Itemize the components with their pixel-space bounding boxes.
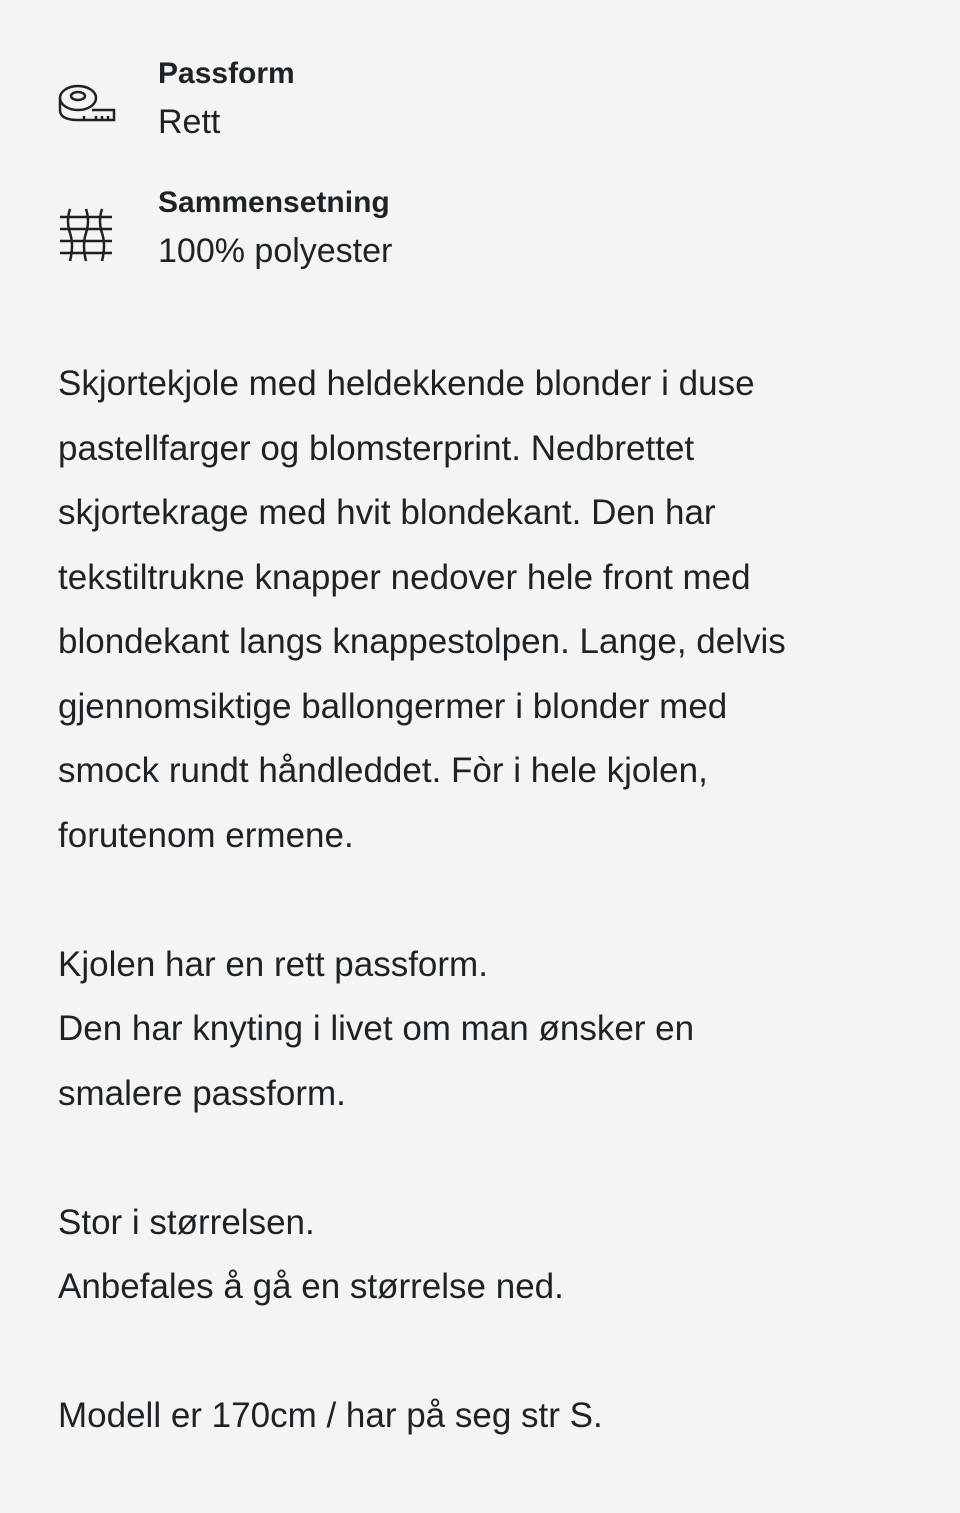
fabric-weave-icon	[56, 205, 116, 265]
description-line: blondekant langs knappestolpen. Lange, delvis	[58, 622, 786, 661]
description-paragraph	[58, 352, 938, 868]
attribute-value: Rett	[158, 103, 221, 141]
description-line: tekstiltrukne knapper nedover hele front med	[58, 557, 751, 597]
description-line: Modell er 170cm / har på seg str S.	[58, 1396, 603, 1435]
description-line: smalere passform.	[58, 1073, 346, 1113]
attribute-fit	[56, 54, 295, 150]
description-line: Anbefales å gå en størrelse ned.	[58, 1267, 564, 1306]
description-line: smock rundt håndleddet. Fòr i hele kjolen,	[58, 751, 708, 790]
description-line: Skjortekjole med heldekkende blonder i duse	[58, 364, 755, 403]
attribute-label: Sammensetning	[158, 186, 390, 219]
attribute-label: Passform	[158, 57, 295, 90]
description-paragraph	[58, 933, 938, 1127]
description-line: pastellfarger og blomsterprint. Nedbrettet	[58, 428, 695, 468]
description-line: forutenom ermene.	[58, 815, 354, 855]
description-line: gjennomsiktige ballongermer i blonder med	[58, 686, 728, 726]
product-description	[58, 352, 938, 1513]
attribute-composition	[56, 183, 392, 279]
measuring-tape-icon	[56, 76, 116, 136]
description-line: skjortekrage med hvit blondekant. Den har	[58, 493, 716, 532]
description-paragraph	[58, 1384, 938, 1449]
attribute-value: 100% polyester	[158, 232, 393, 270]
description-line: Kjolen har en rett passform.	[58, 944, 488, 984]
description-paragraph	[58, 1191, 938, 1320]
description-line: Stor i størrelsen.	[58, 1202, 315, 1242]
description-line: Den har knyting i livet om man ønsker en	[58, 1009, 695, 1048]
